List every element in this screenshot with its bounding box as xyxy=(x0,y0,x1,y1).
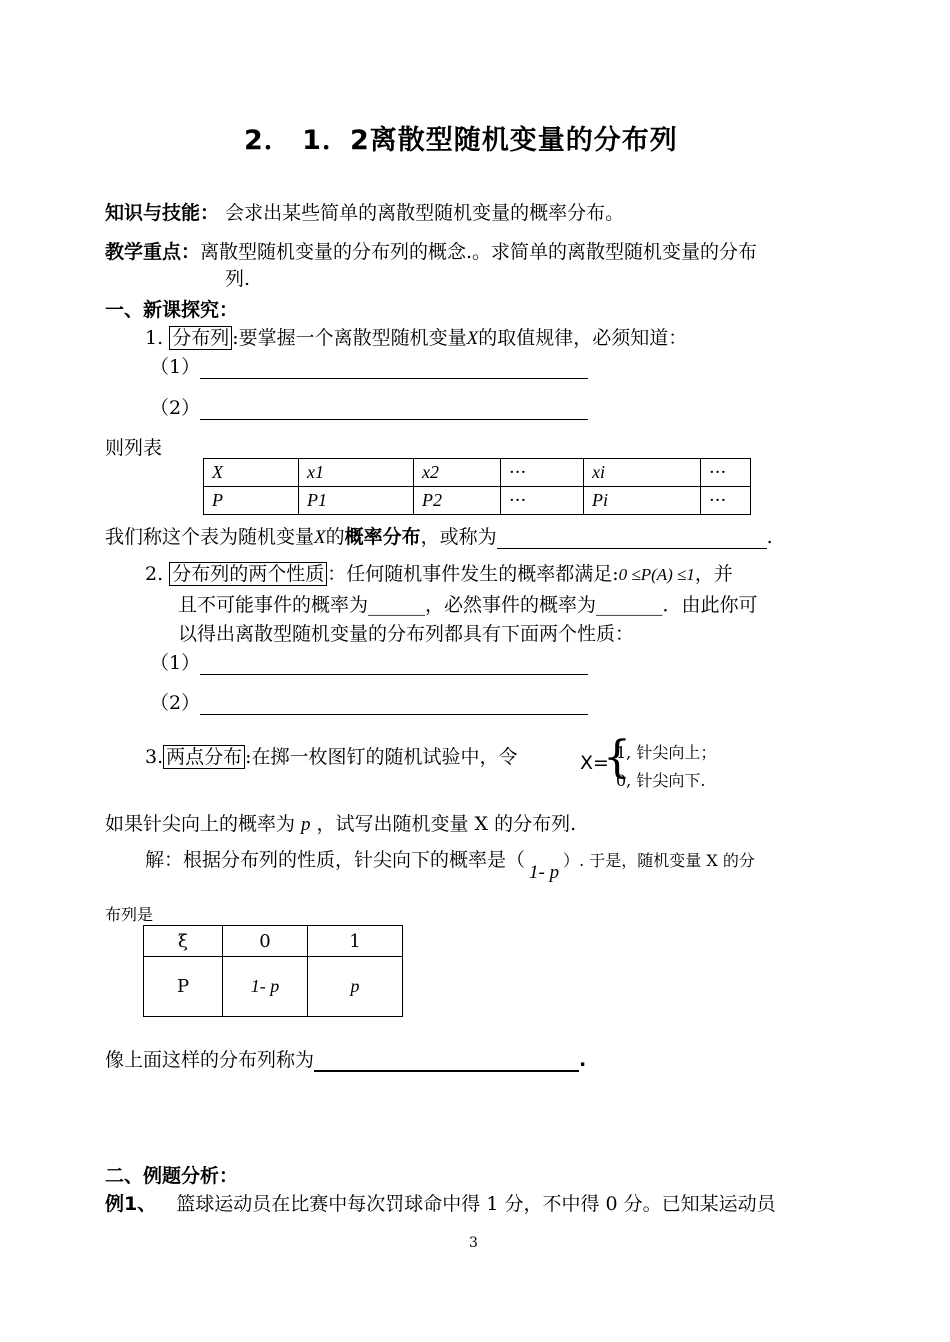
like-text: 像上面这样的分布列称为 xyxy=(105,1049,315,1071)
blank-line xyxy=(200,656,588,675)
table-cell: P2 xyxy=(414,487,501,515)
blank-line xyxy=(314,1052,579,1072)
called-end: . xyxy=(766,526,773,548)
table-cell: x1 xyxy=(299,459,414,487)
item2-text-a: ：任何随机事件发生的概率都满足: xyxy=(327,563,619,585)
skills-line xyxy=(105,198,624,225)
table-cell: P xyxy=(144,957,223,1017)
item2-b1-label: （1） xyxy=(150,652,201,674)
item2-num: 2. xyxy=(145,563,164,585)
section-examples: 二、例题分析： xyxy=(105,1165,239,1187)
blank-line xyxy=(200,360,588,379)
item1-text-b: 的取值规律，必须知道： xyxy=(478,327,688,349)
table-cell: P1 xyxy=(299,487,414,515)
then-list-label: 则列表 xyxy=(105,437,163,459)
table-cell: X xyxy=(204,459,299,487)
item2-line2: 且不可能事件的概率为______，必然事件的概率为_______．由此你可 xyxy=(178,594,758,616)
table-cell: p xyxy=(308,957,403,1017)
called-text-b: 的 xyxy=(325,526,345,548)
page-title: 2． 1．2离散型随机变量的分布列 xyxy=(244,125,678,156)
item3-text: :在掷一枚图钉的随机试验中，令 xyxy=(245,746,518,768)
table-cell: ··· xyxy=(701,459,751,487)
table-cell: 1 xyxy=(308,926,403,957)
item3-boxed-term: 两点分布 xyxy=(163,745,245,769)
solution-line xyxy=(145,845,755,883)
table-cell: P xyxy=(204,487,299,515)
skills-label: 知识与技能： xyxy=(105,202,220,224)
p-var: p xyxy=(301,814,311,835)
p-line-text-b: ，试写出随机变量 X 的分布列. xyxy=(316,813,577,835)
blank-line xyxy=(497,530,767,549)
item3-num: 3. xyxy=(145,746,164,768)
item1-text-a: :要掌握一个离散型随机变量 xyxy=(232,327,467,349)
blank-line xyxy=(200,696,588,715)
item1-blank2 xyxy=(150,393,588,420)
two-point-table xyxy=(143,925,403,1017)
focus-text: 离散型随机变量的分布列的概念.。求简单的离散型随机变量的分布 xyxy=(200,241,758,263)
called-var: X xyxy=(314,527,326,548)
skills-text: 会求出某些简单的离散型随机变量的概率分布。 xyxy=(225,202,625,224)
item2-line3: 以得出离散型随机变量的分布列都具有下面两个性质： xyxy=(178,623,635,645)
solution-expr: 1- p xyxy=(529,862,560,883)
item1-b2-label: （2） xyxy=(150,397,201,419)
table-cell: Pi xyxy=(584,487,701,515)
table-cell: 0 xyxy=(223,926,308,957)
table-cell: ··· xyxy=(501,459,584,487)
item1-line xyxy=(145,323,687,350)
probability-formula: 0 ≤P(A) ≤1 xyxy=(618,565,695,584)
focus-line xyxy=(105,237,757,264)
table-row xyxy=(144,926,403,957)
called-bold-term: 概率分布 xyxy=(344,526,421,548)
item3-line xyxy=(145,742,518,769)
distribution-table xyxy=(203,458,751,515)
table-cell: ··· xyxy=(501,487,584,515)
item1-boxed-term: 分布列 xyxy=(169,326,232,350)
piecewise-case2: 0, 针尖向下. xyxy=(616,771,706,790)
table-cell: ξ xyxy=(144,926,223,957)
item1-num: 1. xyxy=(145,327,164,349)
table-row xyxy=(144,957,403,1017)
example1-line xyxy=(105,1189,776,1216)
table-row xyxy=(204,459,751,487)
piecewise-case1: 1, 针尖向上； xyxy=(616,743,717,762)
p-line-text-a: 如果针尖向上的概率为 xyxy=(105,813,296,835)
brace-symbol: { xyxy=(603,732,631,783)
like-end: . xyxy=(579,1049,587,1071)
blank-line xyxy=(200,401,588,420)
solution-text-b: ）. 于是，随机变量 X 的分 xyxy=(563,851,755,870)
table-cell: ··· xyxy=(701,487,751,515)
table-cell: x2 xyxy=(414,459,501,487)
solution-text-a: 解：根据分布列的性质，针尖向下的概率是（ xyxy=(145,849,526,871)
focus-line2: 列. xyxy=(225,268,251,290)
item2-blank1 xyxy=(150,648,588,675)
item2-line xyxy=(145,559,733,586)
solution-line2: 布列是 xyxy=(105,905,154,924)
item1-b1-label: （1） xyxy=(150,356,201,378)
called-text-c: ，或称为 xyxy=(420,526,497,548)
called-line xyxy=(105,522,773,549)
table-cell: 1- p xyxy=(223,957,308,1017)
item2-b2-label: （2） xyxy=(150,692,201,714)
section-new-lesson: 一、新课探究： xyxy=(105,299,239,321)
item1-blank1 xyxy=(150,352,588,379)
item2-text-b: ，并 xyxy=(694,563,733,585)
focus-label: 教学重点： xyxy=(105,241,201,263)
like-line xyxy=(105,1045,586,1072)
called-text-a: 我们称这个表为随机变量 xyxy=(105,526,315,548)
example1-text: 篮球运动员在比赛中每次罚球命中得 1 分，不中得 0 分。已知某运动员 xyxy=(176,1193,776,1215)
piecewise-x: X= xyxy=(580,752,609,774)
page-number: 3 xyxy=(469,1235,478,1251)
table-cell: xi xyxy=(584,459,701,487)
item2-boxed-term: 分布列的两个性质 xyxy=(169,562,327,586)
p-line xyxy=(105,809,576,836)
item1-var: X xyxy=(466,328,479,349)
table-row xyxy=(204,487,751,515)
example1-label: 例1、 xyxy=(105,1193,157,1215)
item2-blank2 xyxy=(150,688,588,715)
